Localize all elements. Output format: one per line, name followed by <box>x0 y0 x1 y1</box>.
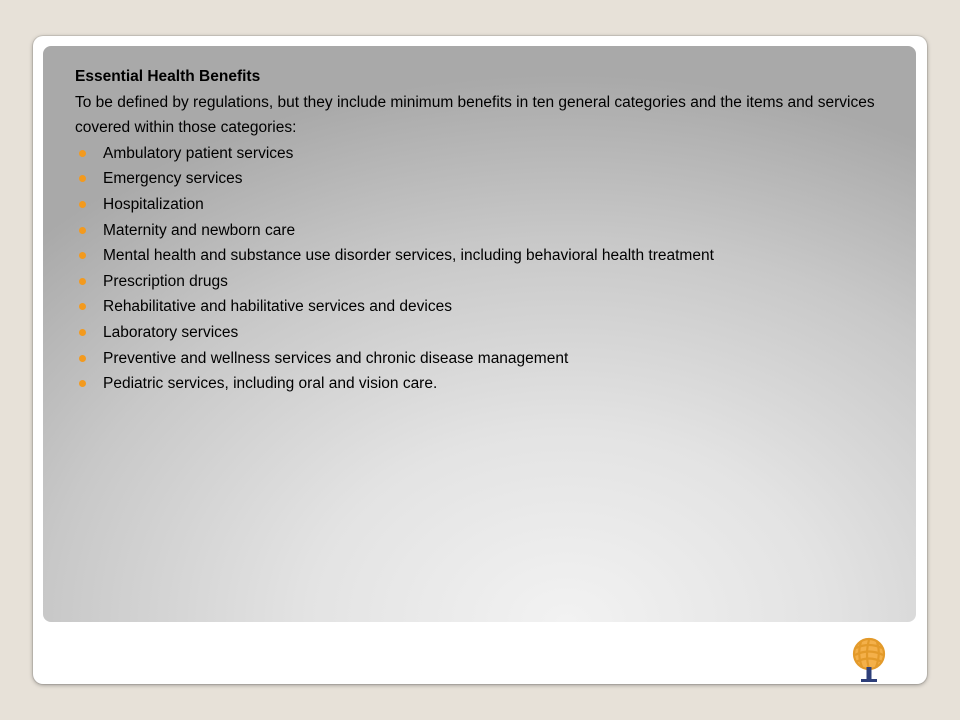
bullet-icon <box>79 355 86 362</box>
slide-heading: Essential Health Benefits <box>75 68 261 85</box>
list-item-text: Maternity and newborn care <box>103 221 296 239</box>
list-item-text: Ambulatory patient services <box>103 144 294 162</box>
list-item <box>75 192 905 218</box>
bullet-icon <box>79 278 86 285</box>
bullet-icon <box>79 329 86 336</box>
list-item <box>75 320 905 346</box>
list-item <box>75 269 905 295</box>
intro-paragraph: To be defined by regulations, but they include minimum benefits in ten general categories and the items and services covered within those categories: <box>75 93 875 137</box>
bullet-icon <box>79 201 86 208</box>
list-item-text: Prescription drugs <box>103 272 228 290</box>
list-item-text: Laboratory services <box>103 323 239 341</box>
list-item-text: Preventive and wellness services and chronic disease management <box>103 349 569 367</box>
benefits-list <box>75 141 905 397</box>
bullet-icon <box>79 303 86 310</box>
list-item-text: Hospitalization <box>103 195 204 213</box>
bullet-icon <box>79 227 86 234</box>
list-item <box>75 371 905 397</box>
list-item-text: Rehabilitative and habilitative services and devices <box>103 298 452 316</box>
list-item <box>75 346 905 372</box>
text-block <box>75 64 905 397</box>
bullet-icon <box>79 252 86 259</box>
bullet-icon <box>79 380 86 387</box>
list-item <box>75 218 905 244</box>
slide-card <box>33 36 927 684</box>
list-item-text: Emergency services <box>103 170 243 188</box>
content-panel <box>43 46 916 622</box>
bullet-icon <box>79 150 86 157</box>
tree-logo-icon <box>847 636 891 684</box>
list-item <box>75 166 905 192</box>
list-item <box>75 141 905 167</box>
list-item-text: Mental health and substance use disorder services, including behavioral health treatment <box>103 247 714 265</box>
list-item-text: Pediatric services, including oral and vision care. <box>103 375 438 393</box>
list-item <box>75 294 905 320</box>
list-item <box>75 243 905 269</box>
bullet-icon <box>79 175 86 182</box>
